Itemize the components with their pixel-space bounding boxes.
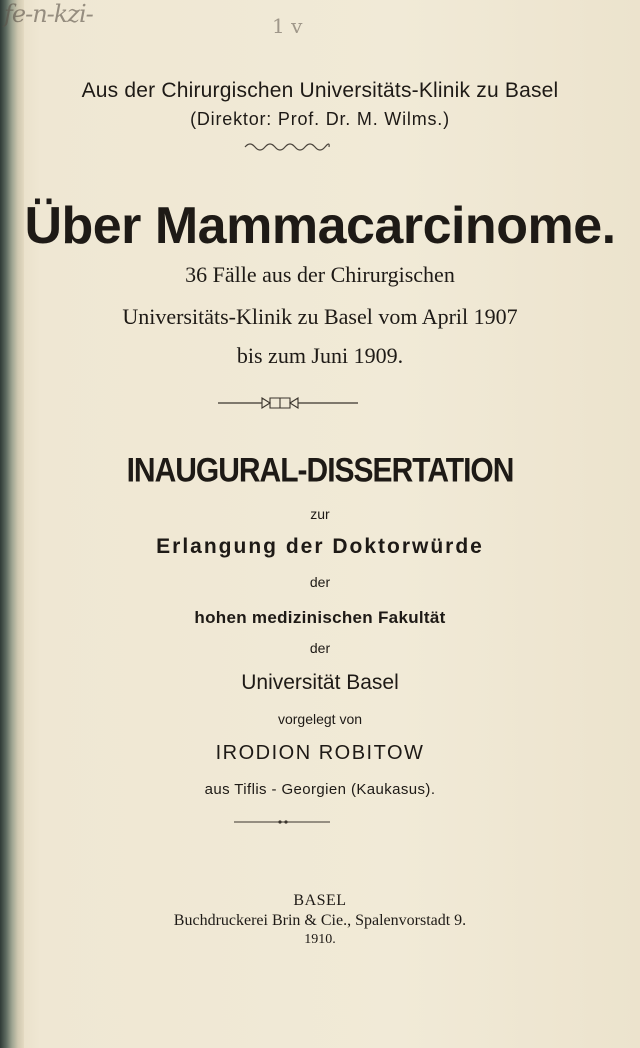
handwritten-mark: 1 v	[272, 14, 303, 38]
main-title: Über Mammacarcinome.	[24, 197, 616, 255]
institution-line: Aus der Chirurgischen Universitäts-Klinik zu Basel	[81, 79, 559, 102]
book-binding-edge	[0, 0, 24, 1048]
handwritten-note: fe-n-kzi-	[4, 0, 93, 28]
subtitle-line-1: 36 Fälle aus der Chirurgischen	[185, 262, 455, 287]
rule-ornament	[218, 396, 358, 410]
imprint-printer: Buchdruckerei Brin & Cie., Spalenvorstadt 9.	[173, 912, 467, 929]
subtitle-line-3: bis zum Juni 1909.	[236, 343, 404, 368]
wavy-ornament	[243, 140, 331, 154]
der-line-1: der	[309, 574, 331, 590]
author-origin: aus Tiflis - Georgien (Kaukasus).	[204, 781, 436, 798]
subtitle-line-2: Universitäts-Klinik zu Basel vom April 1907	[122, 304, 518, 329]
director-line: (Direktor: Prof. Dr. M. Wilms.)	[190, 109, 450, 129]
faculty-line: hohen medizinischen Fakultät	[194, 608, 446, 627]
university-line: Universität Basel	[241, 671, 399, 694]
presented-by-line: vorgelegt von	[277, 711, 363, 727]
imprint-city: BASEL	[293, 892, 347, 909]
dissertation-heading: INAUGURAL-DISSERTATION	[126, 451, 514, 490]
zur-line: zur	[310, 506, 330, 522]
der-line-2: der	[309, 640, 331, 656]
author-name: IRODION ROBITOW	[215, 742, 425, 764]
small-rule-ornament	[234, 818, 330, 826]
imprint-year: 1910.	[304, 932, 336, 947]
purpose-line: Erlangung der Doktorwürde	[156, 535, 484, 558]
